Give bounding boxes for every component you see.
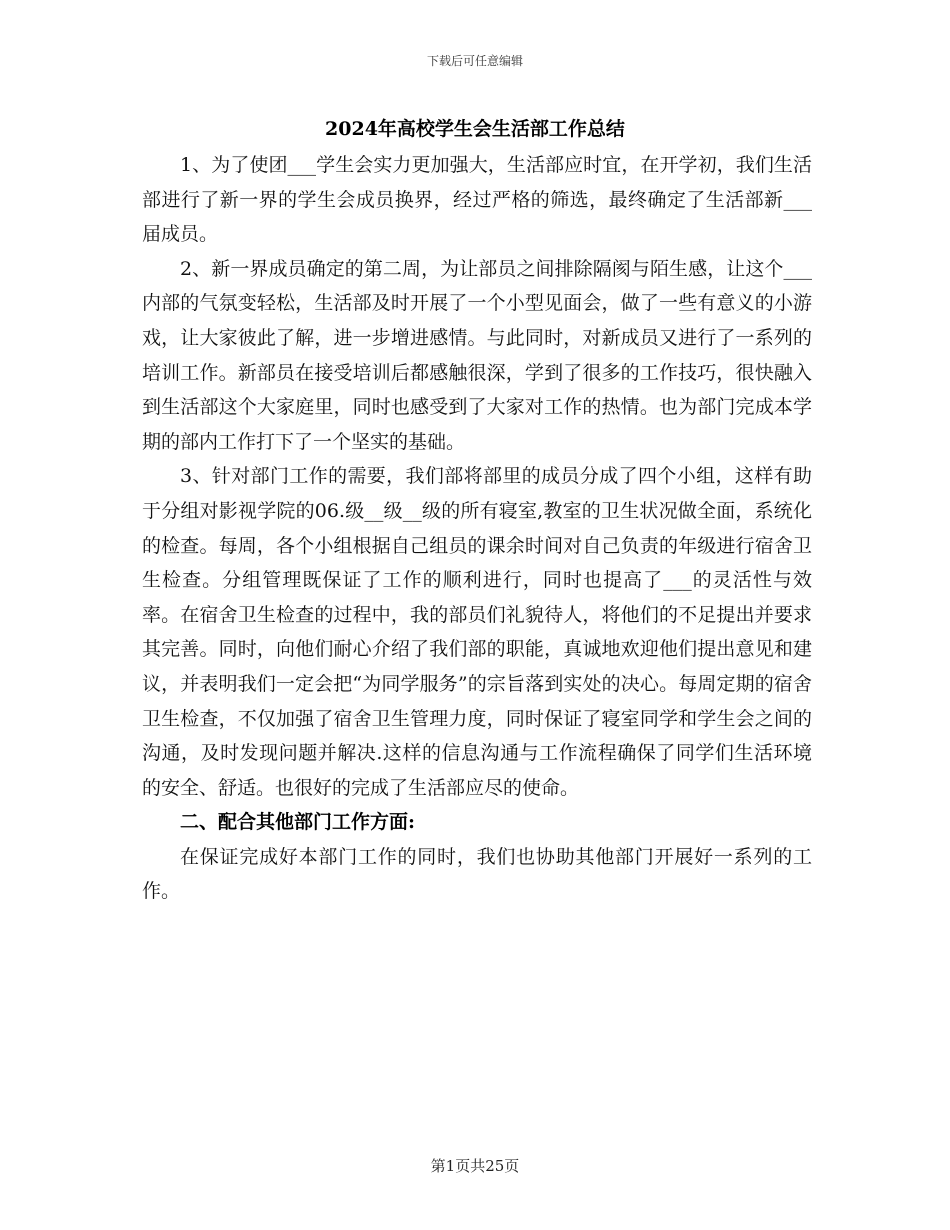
page-number-footer: 第1页共25页: [430, 1157, 520, 1175]
paragraph-2: 2、新一界成员确定的第二周，为让部员之间排除隔阂与陌生感，让这个___内部的气氛变轻松，生活部及时开展了一个小型见面会，做了一些有意义的小游戏，让大家彼此了解，进一步增进感情。与此同时，对新成员又进行了一系列的培训工作。新部员在接受培训后都感触很深，学到了很多的工作技巧，很快融入到生活部这个大家庭里，同时也感受到了大家对工作的热情。也为部门完成本学期的部内工作打下了一个坚实的基础。: [142, 257, 812, 453]
section-paragraph: 在保证完成好本部门工作的同时，我们也协助其他部门开展好一系列的工作。: [142, 845, 812, 903]
document-title: 2024年高校学生会生活部工作总结: [325, 118, 625, 140]
paragraph-1: 1、为了使团___学生会实力更加强大，生活部应时宜，在开学初，我们生活部进行了新一界的学生会成员换界，经过严格的筛选，最终确定了生活部新___届成员。: [142, 154, 812, 246]
paragraph-3: 3、针对部门工作的需要，我们部将部里的成员分成了四个小组，这样有助于分组对影视学院的06.级__级__级的所有寝室,教室的卫生状况做全面，系统化的检查。每周，各个小组根据自己组员的课余时间对自己负责的年级进行宿舍卫生检查。分组管理既保证了工作的顺利进行，同时也提高了___的灵活性与效率。在宿舍卫生检查的过程中，我的部员们礼貌待人，将他们的不足提出并要求其完善。同时，向他们耐心介绍了我们部的职能，真诚地欢迎他们提出意见和建议，并表明我们一定会把“为同学服务”的宗旨落到实处的决心。每周定期的宿舍卫生检查，不仅加强了宿舍卫生管理力度，同时保证了寝室同学和学生会之间的沟通，及时发现问题并解决.这样的信息沟通与工作流程确保了同学们生活环境的安全、舒适。也很好的完成了生活部应尽的使命。: [142, 465, 812, 799]
document-body: [142, 148, 812, 909]
section-heading: 二、配合其他部门工作方面:: [180, 811, 416, 834]
page-header-note: 下载后可任意编辑: [426, 54, 523, 68]
